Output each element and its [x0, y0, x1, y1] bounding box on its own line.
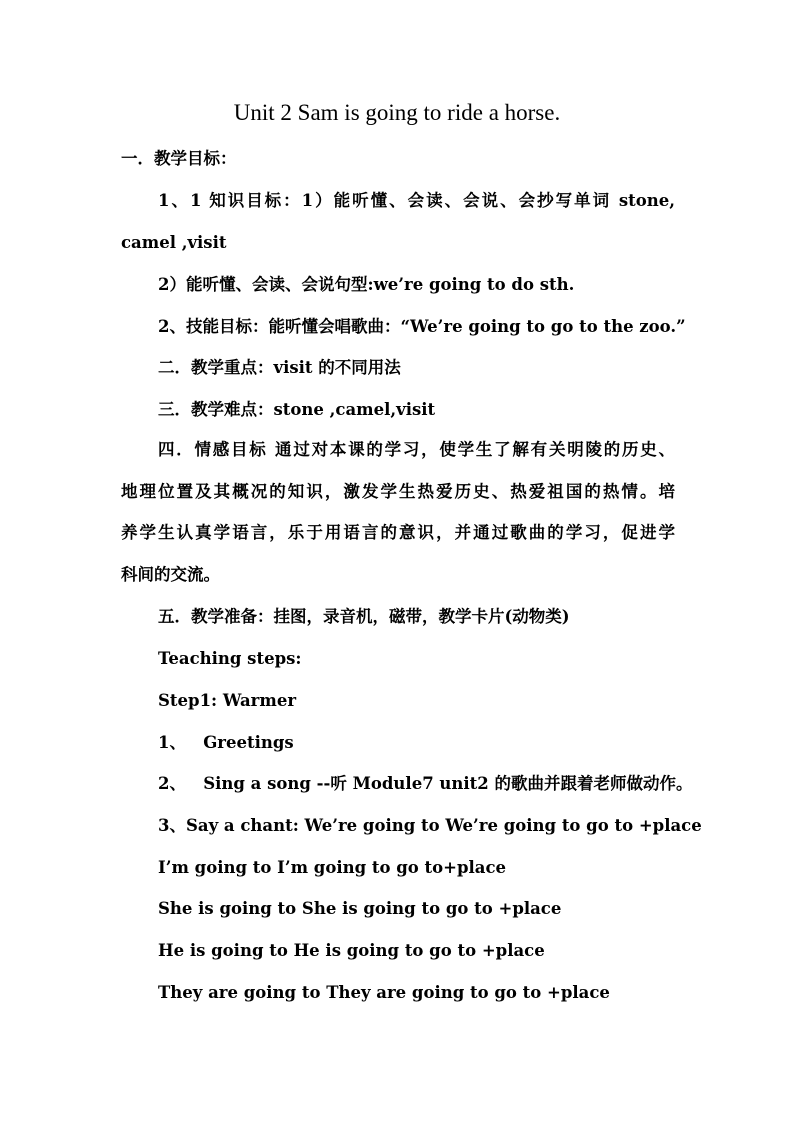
step1-item-song: 2、 Sing a song --听 Module7 unit2 的歌曲并跟着老师做动作。 — [158, 774, 693, 793]
teaching-steps-heading: Teaching steps: — [158, 649, 302, 668]
emotional-objective-line-3: 养学生认真学语言，乐于用语言的意识，并通过歌曲的学习，促进学 — [121, 523, 675, 542]
step1-item-chant: 3、Say a chant: We’re going to We’re going to go to +place — [158, 816, 702, 835]
emotional-objective-line-4: 科间的交流。 — [121, 565, 220, 584]
chant-line-he: He is going to He is going to go to +place — [158, 941, 545, 960]
skill-objective-line: 2、技能目标：能听懂会唱歌曲：“We’re going to go to the zoo.” — [158, 317, 686, 336]
knowledge-objective-line: 1、1 知识目标：1）能听懂、会读、会说、会抄写单词 stone, — [158, 191, 675, 210]
document-title: Unit 2 Sam is going to ride a horse. — [233, 100, 561, 125]
section-objectives-heading: 一．教学目标： — [121, 149, 237, 168]
sentence-pattern-line: 2）能听懂、会读、会说句型:we’re going to do sth. — [158, 275, 575, 294]
section-key-points: 二．教学重点：visit 的不同用法 — [158, 358, 401, 377]
knowledge-objective-words: camel ,visit — [121, 233, 227, 252]
emotional-objective-line-1: 四．情感目标 通过对本课的学习，使学生了解有关明陵的历史、 — [158, 440, 675, 459]
step1-heading: Step1: Warmer — [158, 691, 297, 710]
chant-line-she: She is going to She is going to go to +place — [158, 899, 562, 918]
section-preparation: 五．教学准备：挂图，录音机，磁带，教学卡片(动物类) — [158, 607, 570, 626]
section-difficulties: 三．教学难点：stone ,camel,visit — [158, 400, 436, 419]
step1-item-greetings: 1、 Greetings — [158, 733, 294, 752]
emotional-objective-line-2: 地理位置及其概况的知识，激发学生热爱历史、热爱祖国的热情。培 — [121, 482, 675, 501]
chant-line-im: I’m going to I’m going to go to+place — [158, 858, 507, 877]
chant-line-they: They are going to They are going to go to +place — [158, 983, 610, 1002]
